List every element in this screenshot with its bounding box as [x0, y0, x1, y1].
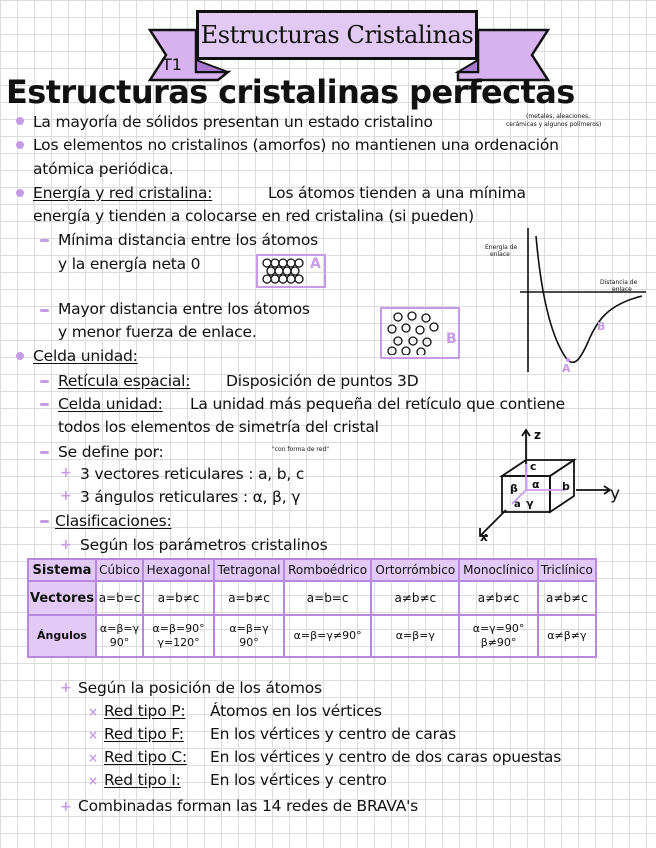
- red-i-text: En los vértices y centro: [210, 771, 387, 789]
- packed-atoms-icon: [262, 258, 308, 284]
- topic-tag: T1: [162, 55, 182, 74]
- x-marker: ×: [88, 705, 99, 719]
- table-cell: a=b≠c: [143, 581, 214, 615]
- vector-a-label: a: [514, 499, 521, 510]
- banner-title: Estructuras Cristalinas: [200, 21, 474, 49]
- clasificaciones-label: Clasificaciones:: [55, 512, 172, 530]
- unit-cell-cube: [466, 424, 626, 546]
- red-p-text: Átomos en los vértices: [210, 702, 382, 720]
- page-heading: Estructuras cristalinas perfectas: [6, 73, 575, 111]
- cell-line: α=γ=90°: [472, 622, 525, 635]
- table-cell: [143, 615, 214, 657]
- celda-text-a: La unidad más pequeña del retículo que contiene: [190, 395, 565, 413]
- angle-gamma-label: γ: [526, 497, 534, 510]
- bravais-line: Combinadas forman las 14 redes de BRAVA's: [78, 797, 419, 815]
- reticula-text: Disposición de puntos 3D: [226, 372, 419, 390]
- cell-line: 90°: [239, 636, 259, 649]
- bullet-dot: [16, 117, 24, 125]
- dash-marker: [40, 239, 49, 242]
- table-row-header: [28, 615, 96, 657]
- table-cell: a=b=c: [96, 581, 143, 615]
- intro-note-2: cerámicas y algunos polímeros): [506, 121, 602, 128]
- bullet-dot: [16, 189, 24, 197]
- angle-beta-label: β: [510, 482, 518, 495]
- plus-marker: +: [60, 680, 72, 696]
- intro-line-1: La mayoría de sólidos presentan un estado cristalino: [33, 113, 433, 131]
- cell-line: γ=120°: [157, 636, 200, 649]
- segun-parametros: Según los parámetros cristalinos: [80, 536, 328, 554]
- cell-line: α=β=γ≠90°: [293, 629, 362, 642]
- angle-alpha-label: α: [532, 478, 540, 491]
- crystal-systems-table: [27, 558, 597, 658]
- graph-ylabel-b: enlace: [490, 251, 510, 258]
- define-label: Se define por:: [58, 443, 164, 461]
- min-distance-b: y la energía neta 0: [58, 255, 201, 273]
- max-distance-b: y menor fuerza de enlace.: [58, 323, 257, 341]
- x-marker: ×: [88, 751, 99, 765]
- red-p-label: Red tipo P:: [104, 702, 186, 720]
- vector-c-label: c: [530, 460, 537, 473]
- table-cell: [96, 615, 143, 657]
- define-note: "con forma de red": [272, 446, 330, 453]
- celda-text-b: todos los elementos de simetría del cristal: [58, 418, 379, 436]
- graph-xlabel-a: Distancia de: [600, 279, 638, 286]
- vector-b-label: b: [562, 480, 570, 493]
- table-cell: a≠b≠c: [459, 581, 537, 615]
- cell-line: β≠90°: [480, 636, 517, 649]
- table-cell: a=b=c: [284, 581, 371, 615]
- table-cell: a≠b≠c: [538, 581, 596, 615]
- bullet-dot: [16, 352, 24, 360]
- table-header-row: [28, 559, 596, 581]
- axis-y-label: y: [610, 484, 621, 504]
- energia-label: Energía y red cristalina:: [33, 184, 213, 202]
- tag-b: B: [446, 331, 457, 347]
- plus-marker: +: [60, 799, 72, 815]
- table-cell: [538, 615, 596, 657]
- min-distance-a: Mínima distancia entre los átomos: [58, 231, 319, 249]
- cell-line: α=β=γ: [395, 629, 435, 642]
- table-cell: [371, 615, 459, 657]
- graph-xlabel-b: enlace: [612, 286, 632, 293]
- dash-marker: [40, 403, 49, 406]
- x-marker: ×: [88, 728, 99, 742]
- table-header-cell: Monoclínico: [459, 559, 537, 581]
- dash-marker: [40, 380, 49, 383]
- tag-a: A: [310, 256, 321, 272]
- table-header-cell: Cúbico: [96, 559, 143, 581]
- red-c-text: En los vértices y centro de dos caras opuestas: [210, 748, 562, 766]
- energia-text-a: Los átomos tienden a una mínima: [268, 184, 526, 202]
- plus-marker: +: [60, 465, 72, 481]
- intro-line-2a: Los elementos no cristalinos (amorfos) no mantienen una ordenación: [33, 136, 559, 154]
- table-header-cell: Sistema: [28, 559, 96, 581]
- table-row-vectores: [28, 581, 596, 615]
- table-cell: a=b≠c: [214, 581, 284, 615]
- celda-label: Celda unidad:: [58, 395, 163, 413]
- red-i-label: Red tipo I:: [104, 771, 181, 789]
- axis-x-label: x: [480, 530, 488, 544]
- celda-title: Celda unidad:: [33, 347, 138, 365]
- dash-marker: [40, 451, 49, 454]
- table-row-angulos: [28, 615, 596, 657]
- table-header-cell: Romboédrico: [284, 559, 371, 581]
- table-header-cell: Hexagonal: [143, 559, 214, 581]
- angulos-line: 3 ángulos reticulares : α, β, γ: [80, 488, 301, 506]
- bullet-dot: [16, 141, 24, 149]
- red-f-label: Red tipo F:: [104, 725, 184, 743]
- energia-text-b: energía y tienden a colocarse en red cristalina (si pueden): [33, 207, 475, 225]
- cell-line: α=β=γ: [99, 622, 140, 635]
- reticula-label: Retícula espacial:: [58, 372, 191, 390]
- cell-line: α=β=90°: [152, 622, 205, 635]
- plus-marker: +: [60, 488, 72, 504]
- table-cell: [284, 615, 371, 657]
- intro-note-1: (metales, aleaciones,: [526, 113, 591, 120]
- intro-line-2b: atómica periódica.: [33, 160, 174, 178]
- spread-atoms-icon: [386, 311, 444, 355]
- max-distance-a: Mayor distancia entre los átomos: [58, 300, 310, 318]
- dash-marker: [40, 309, 49, 312]
- cell-line: 90°: [109, 636, 130, 649]
- graph-point-a: A: [562, 362, 571, 375]
- table-cell: a≠b≠c: [371, 581, 459, 615]
- vectores-line: 3 vectores reticulares : a, b, c: [80, 465, 305, 483]
- red-c-label: Red tipo C:: [104, 748, 187, 766]
- table-cell: [459, 615, 537, 657]
- table-row-header: Vectores: [28, 581, 96, 615]
- table-header-cell: Triclínico: [538, 559, 596, 581]
- dash-marker: [40, 520, 49, 523]
- cell-line: Ángulos: [37, 629, 87, 642]
- table-header-cell: Tetragonal: [214, 559, 284, 581]
- plus-marker: +: [60, 537, 72, 553]
- graph-point-b: B: [597, 320, 606, 333]
- graph-ylabel-a: Energía de: [485, 244, 518, 251]
- table-header-cell: Ortorrómbico: [371, 559, 459, 581]
- x-marker: ×: [88, 774, 99, 788]
- red-f-text: En los vértices y centro de caras: [210, 725, 457, 743]
- cell-line: α≠β≠γ: [547, 629, 587, 642]
- posicion-title: Según la posición de los átomos: [78, 679, 322, 697]
- table-cell: [214, 615, 284, 657]
- axis-z-label: z: [534, 428, 541, 442]
- cell-line: α=β=γ: [229, 622, 269, 635]
